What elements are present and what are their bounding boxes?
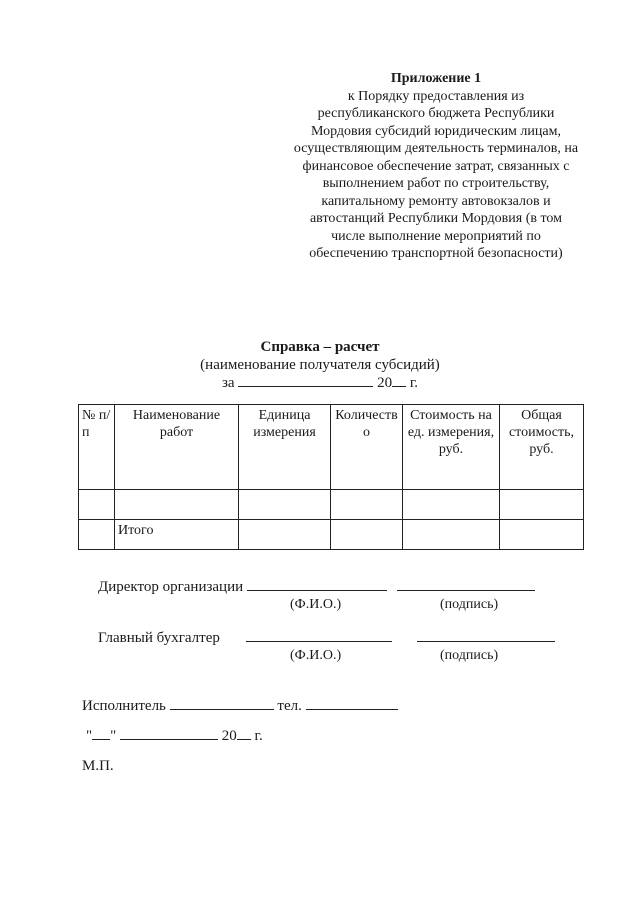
date-year-blank [237, 727, 251, 740]
period-year: 20 [377, 375, 393, 391]
total-label: Итого [115, 520, 239, 550]
appendix-line: капитальному ремонту автовокзалов и [321, 193, 551, 209]
date-line [86, 727, 263, 745]
executor-label: Исполнитель [82, 698, 166, 714]
director-sign-blank [397, 578, 535, 591]
table-row [79, 490, 584, 520]
table-cell [79, 520, 115, 550]
table-total-row [79, 520, 584, 550]
accountant-fio-caption: (Ф.И.О.) [290, 648, 342, 663]
phone-label: тел. [277, 698, 302, 714]
header-total-cost: Общая стоимость, руб. [500, 405, 584, 490]
date-year: 20 [221, 728, 237, 744]
appendix-header [278, 70, 594, 263]
accountant-label: Главный бухгалтер [98, 630, 220, 646]
period-line [0, 374, 640, 392]
accountant-sign-caption: (подпись) [440, 648, 499, 663]
table-cell [331, 490, 403, 520]
recipient-caption: (наименование получателя субсидий) [200, 357, 440, 373]
director-label: Директор организации [98, 579, 244, 595]
header-unit: Единица измерения [239, 405, 331, 490]
appendix-line: обеспечению транспортной безопасности) [309, 246, 563, 261]
appendix-line: республиканского бюджета Республики [317, 106, 555, 121]
appendix-line: осуществляющим деятельность терминалов, на [293, 141, 579, 156]
appendix-line: финансовое обеспечение затрат, связанных с [302, 158, 570, 174]
header-number: № п/п [79, 405, 115, 490]
appendix-line: числе выполнение мероприятий по [331, 228, 541, 244]
period-suffix: г. [409, 375, 419, 391]
table-cell [239, 520, 331, 550]
header-unit-cost: Стоимость на ед. измерения, руб. [403, 405, 500, 490]
appendix-title: Приложение 1 [390, 71, 482, 86]
period-prefix: за [221, 375, 235, 391]
day-blank [92, 727, 110, 740]
date-suffix: г. [254, 728, 263, 744]
director-signature-line [98, 578, 535, 596]
accountant-fio-blank [246, 629, 392, 642]
table-cell [403, 520, 500, 550]
table-cell [500, 520, 584, 550]
table-cell [239, 490, 331, 520]
date-quote-open: " [86, 728, 93, 744]
header-quantity: Количество [331, 405, 403, 490]
header-work-name: Наименование работ [115, 405, 239, 490]
year-blank [392, 374, 406, 387]
month-blank [120, 727, 218, 740]
executor-blank [170, 697, 274, 710]
table-cell [115, 490, 239, 520]
phone-blank [306, 697, 398, 710]
accountant-sign-blank [417, 629, 555, 642]
appendix-line: выполнением работ по строительству, [322, 176, 550, 191]
stamp-label: М.П. [82, 758, 114, 774]
director-fio-blank [247, 578, 387, 591]
table-cell [500, 490, 584, 520]
date-quote-close: " [110, 728, 117, 744]
appendix-line: к Порядку предоставления из [347, 88, 525, 104]
calculation-table [78, 404, 584, 550]
director-fio-caption: (Ф.И.О.) [290, 597, 342, 612]
table-cell [79, 490, 115, 520]
table-cell [331, 520, 403, 550]
appendix-line: автостанций Республики Мордовия (в том [309, 211, 563, 226]
accountant-signature-line [98, 629, 555, 647]
appendix-line: Мордовия субсидий юридическим лицам, [311, 123, 561, 139]
period-blank [238, 374, 373, 387]
form-title: Справка – расчет [260, 339, 380, 355]
table-cell [403, 490, 500, 520]
director-sign-caption: (подпись) [440, 597, 499, 612]
table-header-row [79, 405, 584, 490]
executor-line [82, 697, 398, 715]
